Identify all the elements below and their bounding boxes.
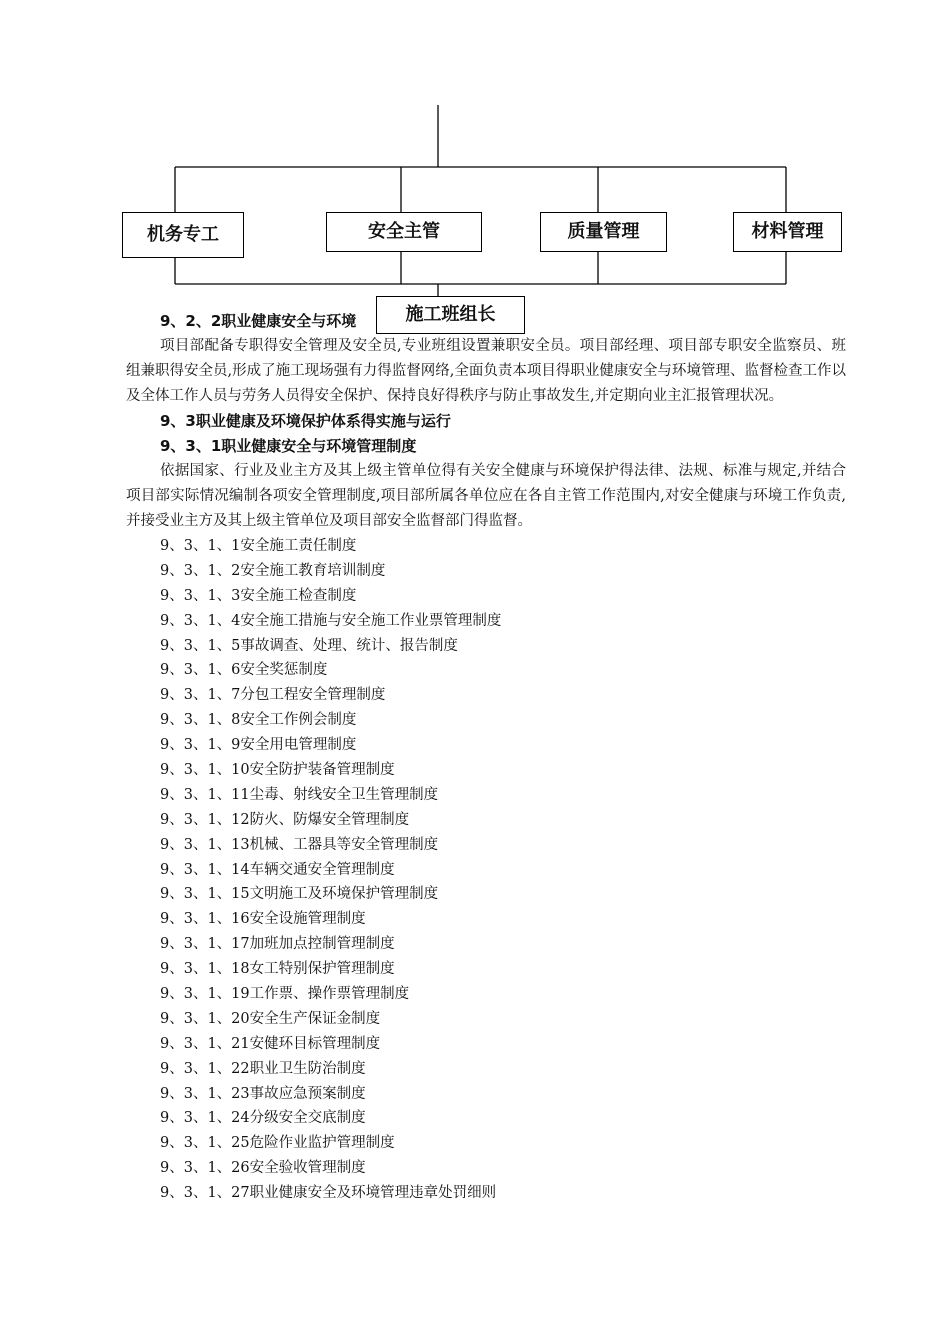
regulation-item: 9、3、1、16安全设施管理制度 xyxy=(160,911,366,928)
org-box-quality-management: 质量管理 xyxy=(540,212,667,252)
section-93-heading: 9、3职业健康及环境保护体系得实施与运行 xyxy=(160,412,451,430)
regulation-item: 9、3、1、24分级安全交底制度 xyxy=(160,1110,366,1127)
section-922-paragraph: 项目部配备专职得安全管理及安全员,专业班组设置兼职安全员。项目部经理、项目部专职安全监察员、班组兼职得安全员,形成了施工现场强有力得监督网络,全面负责本项目得职业健康安全与环境管理、监督检查工作以及全体工作人员与劳务人员得安全保护、保持良好得秩序与防止事故发生,并定期向业主汇报管理状况。 xyxy=(126,338,846,404)
regulation-item: 9、3、1、15文明施工及环境保护管理制度 xyxy=(160,886,439,903)
regulation-item: 9、3、1、1安全施工责任制度 xyxy=(160,538,357,554)
regulation-item: 9、3、1、18女工特别保护管理制度 xyxy=(160,961,395,978)
regulation-item: 9、3、1、17加班加点控制管理制度 xyxy=(160,936,395,953)
regulation-item: 9、3、1、9安全用电管理制度 xyxy=(160,737,357,754)
regulation-item: 9、3、1、3安全施工检查制度 xyxy=(160,587,357,604)
org-box-construction-team-leader: 施工班组长 xyxy=(376,296,525,334)
regulation-item: 9、3、1、5事故调查、处理、统计、报告制度 xyxy=(160,637,458,654)
regulation-item: 9、3、1、13机械、工器具等安全管理制度 xyxy=(160,836,439,853)
section-922-heading: 9、2、2职业健康安全与环境 xyxy=(160,312,357,330)
regulation-item: 9、3、1、19工作票、操作票管理制度 xyxy=(160,986,410,1003)
regulation-item: 9、3、1、12防火、防爆安全管理制度 xyxy=(160,811,410,828)
regulation-list xyxy=(126,534,846,1206)
regulation-item: 9、3、1、7分包工程安全管理制度 xyxy=(160,687,386,704)
regulation-item: 9、3、1、22职业卫生防治制度 xyxy=(160,1060,366,1077)
regulation-item: 9、3、1、14车辆交通安全管理制度 xyxy=(160,861,395,878)
regulation-item: 9、3、1、10安全防护装备管理制度 xyxy=(160,762,395,779)
org-box-machine-engineer: 机务专工 xyxy=(122,212,244,258)
regulation-item: 9、3、1、23事故应急预案制度 xyxy=(160,1085,366,1102)
org-box-safety-supervisor: 安全主管 xyxy=(326,212,482,252)
regulation-item: 9、3、1、20安全生产保证金制度 xyxy=(160,1010,381,1027)
section-931-paragraph: 依据国家、行业及业主方及其上级主管单位得有关安全健康与环境保护得法律、法规、标准与规定,并结合项目部实际情况编制各项安全管理制度,项目部所属各单位应在各自主管工作范围内,对安全健康与环境工作负责,并接受业主方及其上级主管单位及项目部安全监督部门得监督。 xyxy=(126,463,846,529)
org-chart-connectors xyxy=(0,0,950,340)
regulation-item: 9、3、1、2安全施工教育培训制度 xyxy=(160,562,386,579)
regulation-item: 9、3、1、27职业健康安全及环境管理违章处罚细则 xyxy=(160,1185,497,1202)
section-931-heading: 9、3、1职业健康安全与环境管理制度 xyxy=(160,437,417,455)
org-box-materials-management: 材料管理 xyxy=(733,212,842,252)
regulation-item: 9、3、1、4安全施工措施与安全施工作业票管理制度 xyxy=(160,612,502,629)
regulation-item: 9、3、1、6安全奖惩制度 xyxy=(160,662,328,679)
org-chart xyxy=(0,0,950,340)
regulation-item: 9、3、1、11尘毒、射线安全卫生管理制度 xyxy=(160,786,439,803)
regulation-item: 9、3、1、25危险作业监护管理制度 xyxy=(160,1135,395,1152)
regulation-item: 9、3、1、8安全工作例会制度 xyxy=(160,712,357,729)
regulation-item: 9、3、1、21安健环目标管理制度 xyxy=(160,1035,381,1052)
document-body xyxy=(126,309,846,1206)
regulation-item: 9、3、1、26安全验收管理制度 xyxy=(160,1160,366,1177)
